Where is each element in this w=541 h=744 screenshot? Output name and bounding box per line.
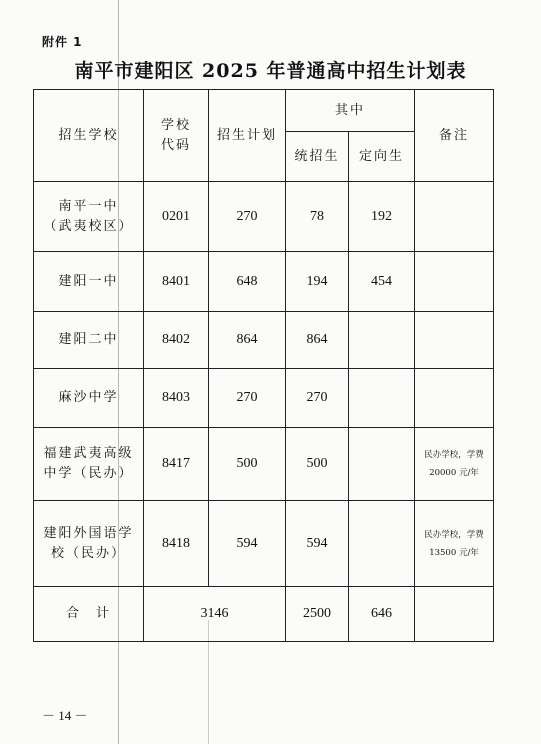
note bbox=[415, 312, 494, 369]
attachment-label: 附件 1 bbox=[42, 35, 83, 49]
unified-count: 594 bbox=[286, 501, 349, 587]
school-code: 8401 bbox=[144, 252, 209, 312]
total-unified: 2500 bbox=[286, 587, 349, 642]
note: 民办学校，学费 20000 元/年 bbox=[415, 428, 494, 501]
school-name: 麻沙中学 bbox=[34, 369, 144, 428]
plan-count: 270 bbox=[209, 369, 286, 428]
table-row bbox=[34, 182, 494, 252]
header-plan: 招生计划 bbox=[209, 90, 286, 182]
total-directed: 646 bbox=[349, 587, 415, 642]
school-name: 福建武夷高级 中学（民办） bbox=[34, 428, 144, 501]
header-note: 备注 bbox=[415, 90, 494, 182]
plan-count: 270 bbox=[209, 182, 286, 252]
school-name: 建阳外国语学 校（民办） bbox=[34, 501, 144, 587]
school-code: 8417 bbox=[144, 428, 209, 501]
unified-count: 864 bbox=[286, 312, 349, 369]
table-row bbox=[34, 252, 494, 312]
total-label: 合 计 bbox=[34, 587, 144, 642]
table-row bbox=[34, 428, 494, 501]
unified-count: 194 bbox=[286, 252, 349, 312]
note bbox=[415, 182, 494, 252]
header-code: 学校 代码 bbox=[144, 90, 209, 182]
table-row bbox=[34, 312, 494, 369]
note bbox=[415, 252, 494, 312]
school-code: 8402 bbox=[144, 312, 209, 369]
directed-count bbox=[349, 312, 415, 369]
school-code: 0201 bbox=[144, 182, 209, 252]
school-name: 建阳二中 bbox=[34, 312, 144, 369]
note: 民办学校，学费 13500 元/年 bbox=[415, 501, 494, 587]
enrollment-plan-table bbox=[33, 89, 494, 642]
header-school: 招生学校 bbox=[34, 90, 144, 182]
directed-count bbox=[349, 369, 415, 428]
directed-count bbox=[349, 501, 415, 587]
unified-count: 500 bbox=[286, 428, 349, 501]
school-code: 8418 bbox=[144, 501, 209, 587]
page-title: 南平市建阳区 2025 年普通高中招生计划表 bbox=[74, 60, 467, 82]
plan-count: 500 bbox=[209, 428, 286, 501]
directed-count bbox=[349, 428, 415, 501]
page-number: － 14 － bbox=[42, 708, 88, 723]
plan-count: 648 bbox=[209, 252, 286, 312]
header-unified: 统招生 bbox=[286, 132, 349, 182]
plan-count: 864 bbox=[209, 312, 286, 369]
school-name: 建阳一中 bbox=[34, 252, 144, 312]
note bbox=[415, 369, 494, 428]
plan-count: 594 bbox=[209, 501, 286, 587]
directed-count: 192 bbox=[349, 182, 415, 252]
table-row bbox=[34, 369, 494, 428]
header-group: 其中 bbox=[286, 90, 415, 132]
table-row bbox=[34, 501, 494, 587]
total-row bbox=[34, 587, 494, 642]
school-code: 8403 bbox=[144, 369, 209, 428]
header-directed: 定向生 bbox=[349, 132, 415, 182]
header-row-1 bbox=[34, 90, 494, 132]
school-name: 南平一中 （武夷校区） bbox=[34, 182, 144, 252]
unified-count: 270 bbox=[286, 369, 349, 428]
directed-count: 454 bbox=[349, 252, 415, 312]
total-plan: 3146 bbox=[144, 587, 286, 642]
unified-count: 78 bbox=[286, 182, 349, 252]
total-note bbox=[415, 587, 494, 642]
